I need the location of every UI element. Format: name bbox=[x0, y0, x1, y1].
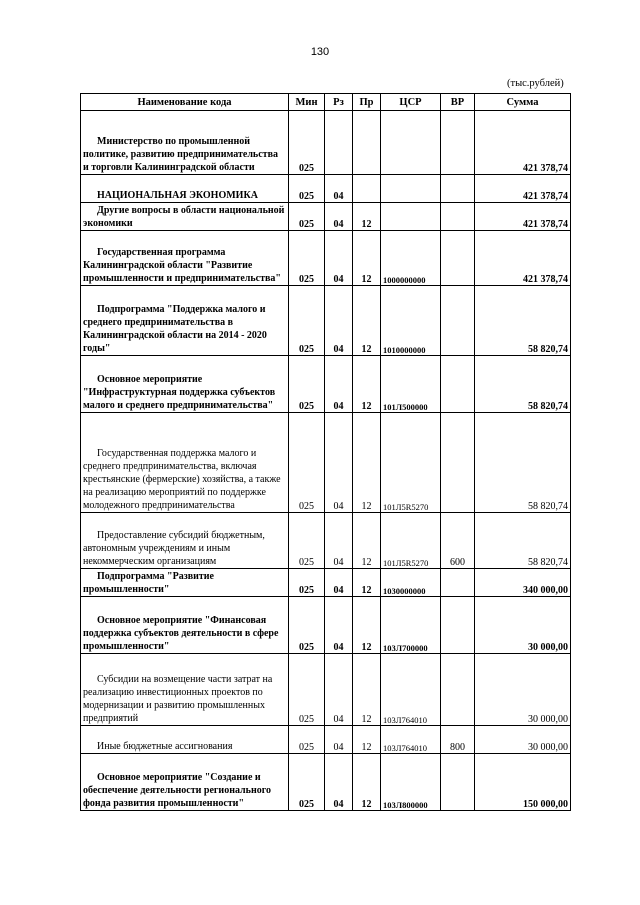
row-name: Подпрограмма "Развитие промышленности" bbox=[81, 569, 289, 597]
row-csr: 103Л764010 bbox=[381, 726, 441, 754]
row-pr: 12 bbox=[353, 654, 381, 726]
table-row bbox=[81, 513, 571, 569]
row-rz: 04 bbox=[325, 654, 353, 726]
row-name: Основное мероприятие "Создание и обеспечение деятельности регионального фонда развития промышленности" bbox=[81, 754, 289, 811]
row-min: 025 bbox=[289, 413, 325, 513]
row-vr: 600 bbox=[441, 513, 475, 569]
row-min: 025 bbox=[289, 286, 325, 356]
row-rz: 04 bbox=[325, 413, 353, 513]
row-pr: 12 bbox=[353, 569, 381, 597]
row-min: 025 bbox=[289, 726, 325, 754]
row-rz: 04 bbox=[325, 203, 353, 231]
row-vr bbox=[441, 286, 475, 356]
row-vr bbox=[441, 356, 475, 413]
row-min: 025 bbox=[289, 597, 325, 654]
row-name: Субсидии на возмещение части затрат на реализацию инвестиционных проектов по модернизации и развитию промышленных предприятий bbox=[81, 654, 289, 726]
row-name: Основное мероприятие "Инфраструктурная поддержка субъектов малого и среднего предпринимательства" bbox=[81, 356, 289, 413]
row-min: 025 bbox=[289, 754, 325, 811]
page-number: 130 bbox=[310, 46, 330, 58]
row-sum: 30 000,00 bbox=[475, 654, 571, 726]
row-min: 025 bbox=[289, 569, 325, 597]
row-vr bbox=[441, 413, 475, 513]
row-rz: 04 bbox=[325, 286, 353, 356]
row-vr bbox=[441, 569, 475, 597]
row-csr: 101Л5R5270 bbox=[381, 513, 441, 569]
table-row bbox=[81, 111, 571, 175]
row-rz: 04 bbox=[325, 175, 353, 203]
row-name: Другие вопросы в области национальной экономики bbox=[81, 203, 289, 231]
row-vr bbox=[441, 231, 475, 286]
row-sum: 421 378,74 bbox=[475, 203, 571, 231]
row-rz: 04 bbox=[325, 597, 353, 654]
row-csr: 101Л5R5270 bbox=[381, 413, 441, 513]
row-csr: 103Л700000 bbox=[381, 597, 441, 654]
row-rz: 04 bbox=[325, 356, 353, 413]
header-min: Мин bbox=[289, 94, 325, 111]
row-vr bbox=[441, 203, 475, 231]
row-sum: 58 820,74 bbox=[475, 286, 571, 356]
row-rz: 04 bbox=[325, 754, 353, 811]
row-vr bbox=[441, 597, 475, 654]
header-vr: ВР bbox=[441, 94, 475, 111]
row-pr: 12 bbox=[353, 203, 381, 231]
row-min: 025 bbox=[289, 203, 325, 231]
row-min: 025 bbox=[289, 175, 325, 203]
row-pr: 12 bbox=[353, 231, 381, 286]
table-row bbox=[81, 597, 571, 654]
row-name: НАЦИОНАЛЬНАЯ ЭКОНОМИКА bbox=[81, 175, 289, 203]
row-name: Подпрограмма "Поддержка малого и среднего предпринимательства в Калининградской области на 2014 - 2020 годы" bbox=[81, 286, 289, 356]
row-sum: 421 378,74 bbox=[475, 175, 571, 203]
row-pr: 12 bbox=[353, 513, 381, 569]
row-sum: 58 820,74 bbox=[475, 413, 571, 513]
row-csr bbox=[381, 203, 441, 231]
table-header-row bbox=[81, 94, 571, 111]
row-pr bbox=[353, 111, 381, 175]
units-label: (тыс.рублей) bbox=[507, 78, 564, 89]
row-min: 025 bbox=[289, 654, 325, 726]
row-sum: 421 378,74 bbox=[475, 231, 571, 286]
row-sum: 30 000,00 bbox=[475, 597, 571, 654]
row-rz: 04 bbox=[325, 513, 353, 569]
row-sum: 150 000,00 bbox=[475, 754, 571, 811]
row-min: 025 bbox=[289, 513, 325, 569]
row-pr: 12 bbox=[353, 754, 381, 811]
row-name: Иные бюджетные ассигнования bbox=[81, 726, 289, 754]
row-vr bbox=[441, 175, 475, 203]
row-csr: 1000000000 bbox=[381, 231, 441, 286]
table-row bbox=[81, 175, 571, 203]
table-row bbox=[81, 356, 571, 413]
row-name: Предоставление субсидий бюджетным, автономным учреждениям и иным некоммерческим организациям bbox=[81, 513, 289, 569]
table-row bbox=[81, 413, 571, 513]
row-name: Государственная поддержка малого и среднего предпринимательства, включая крестьянские (фермерские) хозяйства, а также на реализацию мероприятий по поддержке молодежного предпринимательства bbox=[81, 413, 289, 513]
row-pr: 12 bbox=[353, 726, 381, 754]
row-name: Министерство по промышленной политике, развитию предпринимательства и торговли Калининградской области bbox=[81, 111, 289, 175]
table-row bbox=[81, 231, 571, 286]
row-csr: 1010000000 bbox=[381, 286, 441, 356]
row-csr: 101Л500000 bbox=[381, 356, 441, 413]
row-min: 025 bbox=[289, 111, 325, 175]
row-pr: 12 bbox=[353, 286, 381, 356]
row-pr bbox=[353, 175, 381, 203]
row-pr: 12 bbox=[353, 597, 381, 654]
row-sum: 30 000,00 bbox=[475, 726, 571, 754]
row-min: 025 bbox=[289, 356, 325, 413]
row-csr bbox=[381, 175, 441, 203]
row-csr bbox=[381, 111, 441, 175]
row-name: Государственная программа Калининградской области "Развитие промышленности и предпринимательства" bbox=[81, 231, 289, 286]
table-row bbox=[81, 754, 571, 811]
row-sum: 58 820,74 bbox=[475, 356, 571, 413]
row-min: 025 bbox=[289, 231, 325, 286]
budget-table bbox=[80, 93, 571, 811]
header-rz: Рз bbox=[325, 94, 353, 111]
row-name: Основное мероприятие "Финансовая поддержка субъектов деятельности в сфере промышленности" bbox=[81, 597, 289, 654]
row-pr: 12 bbox=[353, 356, 381, 413]
header-sum: Сумма bbox=[475, 94, 571, 111]
row-rz: 04 bbox=[325, 231, 353, 286]
row-rz: 04 bbox=[325, 726, 353, 754]
row-vr bbox=[441, 754, 475, 811]
row-vr bbox=[441, 111, 475, 175]
row-csr: 103Л800000 bbox=[381, 754, 441, 811]
row-csr: 1030000000 bbox=[381, 569, 441, 597]
row-vr: 800 bbox=[441, 726, 475, 754]
row-rz bbox=[325, 111, 353, 175]
row-sum: 421 378,74 bbox=[475, 111, 571, 175]
table-row bbox=[81, 569, 571, 597]
header-csr: ЦСР bbox=[381, 94, 441, 111]
table-row bbox=[81, 726, 571, 754]
table-row bbox=[81, 654, 571, 726]
table-row bbox=[81, 203, 571, 231]
header-name: Наименование кода bbox=[81, 94, 289, 111]
row-csr: 103Л764010 bbox=[381, 654, 441, 726]
row-sum: 58 820,74 bbox=[475, 513, 571, 569]
header-pr: Пр bbox=[353, 94, 381, 111]
row-vr bbox=[441, 654, 475, 726]
row-rz: 04 bbox=[325, 569, 353, 597]
row-pr: 12 bbox=[353, 413, 381, 513]
row-sum: 340 000,00 bbox=[475, 569, 571, 597]
table-row bbox=[81, 286, 571, 356]
